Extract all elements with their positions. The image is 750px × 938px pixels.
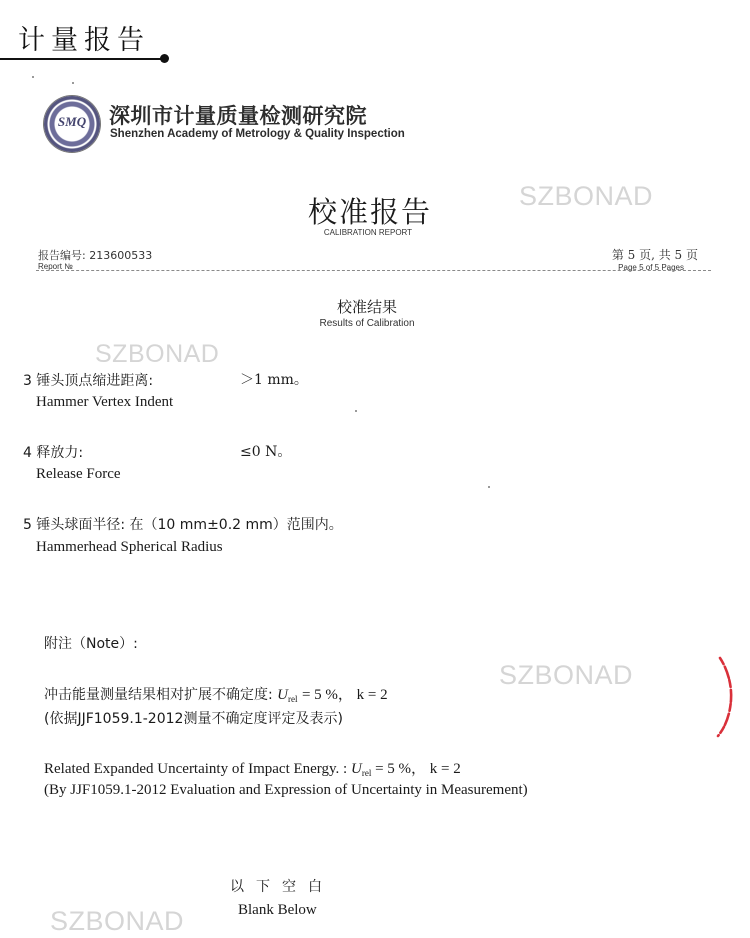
note-uncertainty-label-en: Related Expanded Uncertainty of Impact Energy. : [44, 761, 348, 777]
uncertainty-symbol: $U_{rel}$ [277, 687, 298, 704]
scan-speck [355, 410, 357, 412]
organization-name-en: Shenzhen Academy of Metrology & Quality Inspection [110, 128, 405, 140]
result-item-label-cn: 5 锤头球面半径: 在（10 mm±0.2 mm）范围内。 [23, 517, 343, 533]
results-title-en: Results of Calibration [319, 318, 415, 329]
handwritten-page-title: 计量报告 [18, 25, 150, 56]
blank-below-en: Blank Below [238, 902, 317, 918]
uncertainty-value: = 5 %， k = 2 [301, 687, 388, 703]
red-stamp-edge [714, 656, 736, 738]
report-number-en: Report № [38, 262, 73, 271]
result-item-label-en: Release Force [36, 466, 121, 482]
scan-speck [72, 82, 74, 84]
result-item-value: ＞1 mm。 [240, 372, 308, 388]
result-item-value: ≤0 N。 [240, 444, 292, 460]
result-item-label-en: Hammerhead Spherical Radius [36, 539, 223, 555]
uncertainty-value: = 5 %， k = 2 [375, 761, 461, 777]
title-underline [0, 58, 165, 60]
result-item-label-cn: 4 释放力: [23, 445, 84, 461]
report-number-cn: 报告编号: 213600533 [38, 249, 153, 262]
result-item-label-en: Hammer Vertex Indent [36, 394, 174, 410]
uncertainty-symbol: $U_{rel}$ [350, 761, 372, 778]
watermark: SZBONAD [499, 660, 634, 690]
organization-name-cn: 深圳市计量质量检测研究院 [109, 104, 367, 128]
results-title-cn: 校准结果 [336, 298, 397, 316]
watermark: SZBONAD [50, 906, 185, 936]
note-uncertainty-en [44, 757, 461, 778]
note-basis-en: (By JJF1059.1-2012 Evaluation and Expression of Uncertainty in Measurement) [44, 782, 528, 798]
smq-logo-text: SMQ [57, 114, 87, 129]
header-divider [36, 270, 711, 272]
result-item-label-cn: 3 锤头顶点缩进距离: [23, 373, 154, 389]
report-title-en: CALIBRATION REPORT [323, 228, 413, 237]
note-uncertainty-cn [44, 683, 388, 704]
watermark: SZBONAD [95, 340, 220, 368]
watermark: SZBONAD [519, 181, 654, 211]
note-uncertainty-label-cn: 冲击能量测量结果相对扩展不确定度: [44, 687, 273, 703]
scan-speck [488, 486, 490, 488]
blank-below-cn: 以下空白 [230, 879, 334, 895]
report-title-cn: 校准报告 [307, 195, 432, 229]
note-basis-cn: (依据JJF1059.1-2012测量不确定度评定及表示) [44, 711, 343, 727]
page-number-en: Page 5 of 5 Pages [618, 263, 684, 272]
title-underline-dot [160, 54, 169, 63]
page-number-cn: 第 5 页, 共 5 页 [611, 248, 698, 262]
note-heading: 附注（Note）: [44, 636, 138, 652]
scan-speck [32, 76, 34, 78]
